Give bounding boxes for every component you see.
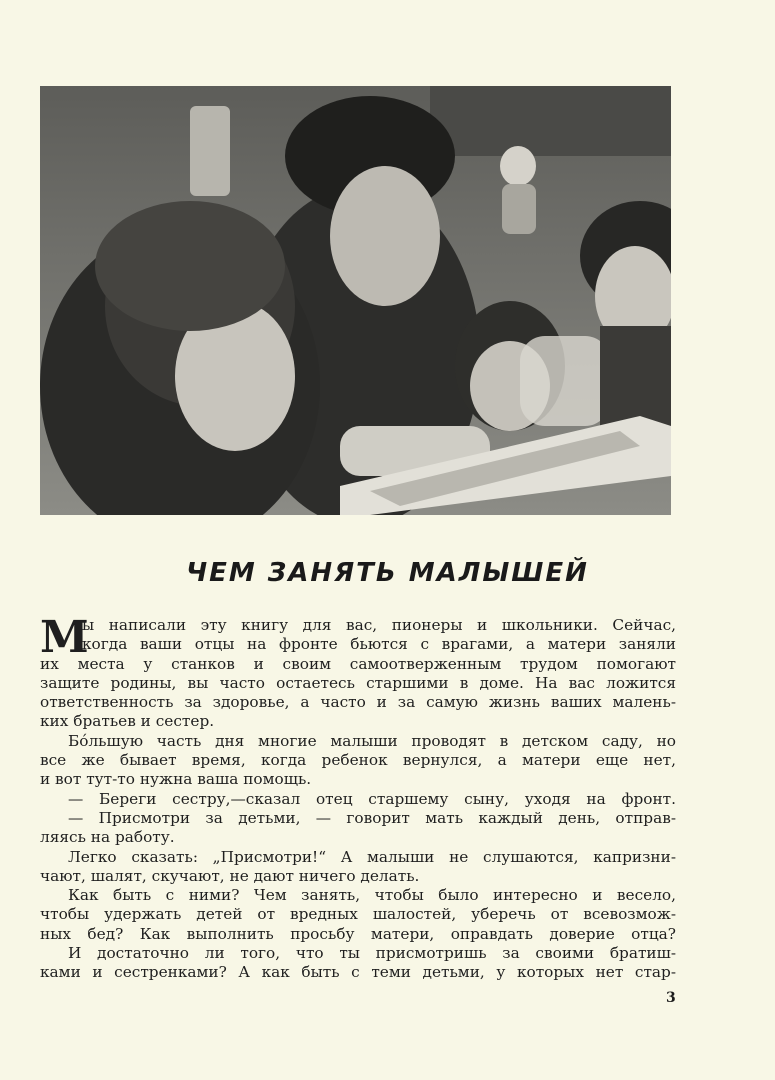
text-line: Бóльшую часть дня многие малыши проводят в детском саду, но <box>68 731 676 750</box>
text-line: ками и сестренками? А как быть с теми детьми, у которых нет стар- <box>40 963 676 982</box>
text-line: ответственность за здоровье, а часто и за самую жизнь ваших малень- <box>40 693 676 712</box>
text-line: ы написали эту книгу для вас, пионеры и школьники. Сейчас, <box>82 616 676 634</box>
text-line: Легко сказать: „Присмотри!“ А малыши не слушаются, капризни- <box>68 847 676 866</box>
text-line: защите родины, вы часто остаетесь старшими в доме. На вас ложится <box>40 673 676 692</box>
text-line: — Присмотри за детьми, — говорит мать каждый день, отправ- <box>68 808 676 827</box>
page-number: 3 <box>666 990 676 1006</box>
drop-cap: М <box>40 612 89 663</box>
text-line: все же бывает время, когда ребенок вернулся, а матери еще нет, <box>40 751 676 770</box>
text-line: их места у станков и своим самоотверженным трудом помогают <box>40 654 676 673</box>
text-line: — Береги сестру,—сказал отец старшему сыну, уходя на фронт. <box>68 789 676 808</box>
text-line: ких братьев и сестер. <box>40 712 215 731</box>
text-line: и вот тут-то нужна ваша помощь. <box>40 770 312 789</box>
text-line: когда ваши отцы на фронте бьются с врагами, а матери заняли <box>82 635 676 654</box>
article-title: ЧЕМ ЗАНЯТЬ МАЛЫШЕЙ <box>186 558 589 588</box>
photo-children-reading <box>40 86 671 515</box>
photo-illustration <box>40 86 671 515</box>
text-line: ных бед? Как выполнить просьбу матери, оправдать доверие отца? <box>40 924 676 943</box>
text-line: чтобы удержать детей от вредных шалостей, уберечь от всевозмож- <box>40 905 676 924</box>
text-line: Как быть с ними? Чем занять, чтобы было интересно и весело, <box>68 886 676 905</box>
article-body <box>40 612 676 983</box>
text-line: чают, шалят, скучают, не дают ничего делать. <box>40 866 420 885</box>
text-line: ляясь на работу. <box>40 828 175 847</box>
text-line: И достаточно ли того, что ты присмотришь за своими братиш- <box>68 944 676 963</box>
